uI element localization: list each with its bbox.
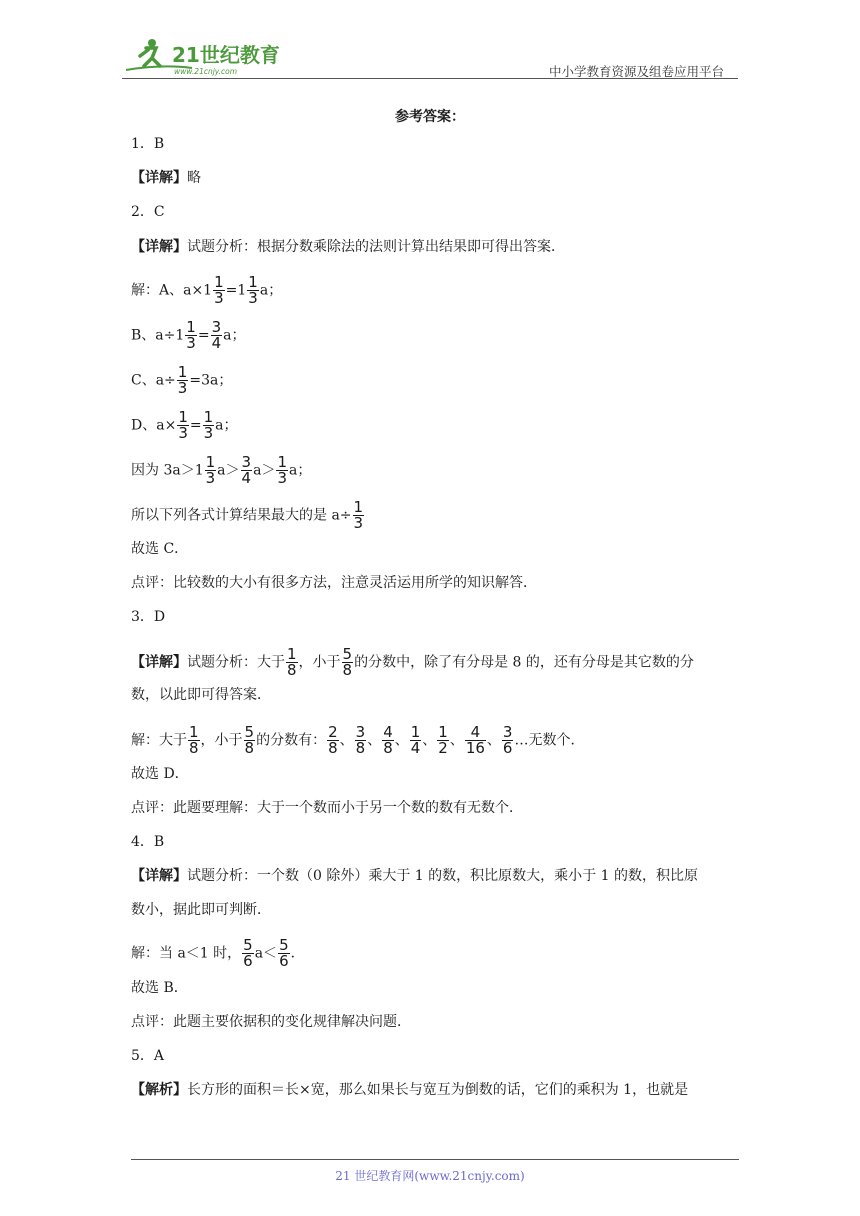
text: a＞ (253, 462, 276, 479)
page-title: 参考答案： (395, 109, 465, 125)
fraction (276, 455, 288, 486)
fraction (242, 938, 254, 969)
numerator: 1 (186, 318, 196, 336)
denominator: 4 (211, 334, 222, 352)
numerator: 1 (189, 723, 199, 741)
numerator: 5 (244, 723, 255, 741)
q3-detail (131, 647, 741, 678)
text: 试题分析：大于 (187, 654, 285, 671)
detail-tag: 【解析】 (131, 1082, 187, 1098)
numerator: 3 (355, 723, 366, 741)
text: a； (223, 327, 246, 344)
q2-solution-d (131, 410, 741, 441)
fraction (342, 647, 354, 678)
q3-answer: 3．D (131, 609, 166, 625)
text: C、a÷ (131, 372, 176, 389)
denominator: 6 (243, 952, 253, 970)
text: 、 (394, 732, 409, 749)
numerator: 2 (328, 723, 338, 741)
fraction (205, 455, 217, 486)
detail-text: 长方形的面积＝长×宽，那么如果长与宽互为倒数的话，它们的乘积为 1，也就是 (187, 1082, 689, 1098)
text: 解：大于 (131, 732, 187, 749)
fraction (437, 725, 449, 756)
q2-because (131, 455, 741, 486)
denominator: 3 (214, 289, 224, 307)
q2-solution-a (131, 275, 741, 306)
fraction (203, 410, 215, 441)
denominator: 3 (177, 379, 188, 397)
numerator: 1 (287, 645, 297, 663)
q3-choose: 故选 D． (131, 766, 189, 782)
denominator: 8 (244, 739, 255, 757)
denominator: 3 (186, 334, 196, 352)
text: ，小于 (298, 654, 341, 671)
footer-divider (131, 1159, 739, 1160)
numerator: 3 (502, 723, 513, 741)
q4-detail (131, 866, 741, 886)
text: a； (259, 282, 283, 299)
detail-tag: 【详解】 (131, 654, 187, 671)
fraction (502, 725, 514, 756)
q4-answer: 4．B (131, 834, 165, 850)
denominator: 8 (355, 739, 366, 757)
fraction (286, 647, 298, 678)
q4-detail-cont: 数小，据此即可判断． (131, 902, 271, 918)
denominator: 3 (178, 424, 188, 442)
fraction (247, 275, 259, 306)
q2-solution-b (131, 320, 741, 351)
detail-text: 试题分析：根据分数乘除法的法则计算出结果即可得出答案． (187, 239, 565, 255)
text: 、 (367, 732, 382, 749)
fraction (177, 410, 189, 441)
fraction (177, 365, 189, 396)
q5-detail (131, 1080, 741, 1100)
text: =3a； (189, 372, 233, 389)
denominator: 3 (353, 514, 364, 532)
text: ． (290, 945, 305, 962)
header-platform-text: 中小学教育资源及组卷应用平台 (548, 64, 724, 79)
numerator: 1 (277, 453, 287, 471)
text: 因为 3a＞1 (131, 462, 204, 479)
logo-21cnjy (122, 34, 292, 78)
numerator: 1 (353, 498, 364, 516)
denominator: 16 (465, 739, 485, 757)
numerator: 1 (248, 273, 258, 291)
text: D、a× (131, 417, 177, 434)
numerator: 1 (214, 273, 224, 291)
q3-detail-cont: 数，以此即可得答案． (131, 687, 271, 703)
text: 的分数中，除了有分母是 8 的，还有分母是其它数的分 (354, 654, 694, 671)
q2-conclusion (131, 500, 741, 531)
q2-comment: 点评：比较数的大小有很多方法，注意灵活运用所学的知识解答． (131, 575, 537, 591)
logo-text: 21世纪教育 (172, 43, 280, 67)
fraction (188, 725, 200, 756)
fraction (327, 725, 339, 756)
fraction (353, 500, 365, 531)
detail-text: 略 (187, 170, 201, 186)
text: ，小于 (200, 732, 243, 749)
numerator: 5 (279, 936, 289, 954)
q5-answer: 5．A (131, 1048, 165, 1064)
denominator: 3 (248, 289, 258, 307)
denominator: 8 (342, 661, 353, 679)
detail-text: 试题分析：一个数（0 除外）乘大于 1 的数，积比原数大，乘小于 1 的数，积比原 (187, 868, 698, 884)
numerator: 4 (470, 723, 481, 741)
detail-tag: 【详解】 (131, 868, 187, 884)
q2-detail (131, 237, 741, 257)
numerator: 3 (241, 453, 252, 471)
denominator: 6 (502, 739, 513, 757)
q4-choose: 故选 B． (131, 980, 188, 996)
denominator: 3 (203, 424, 214, 442)
detail-tag: 【详解】 (131, 170, 187, 186)
text: 、 (422, 732, 437, 749)
numerator: 1 (410, 723, 421, 741)
numerator: 1 (438, 723, 448, 741)
numerator: 3 (211, 318, 222, 336)
q2-answer: 2．C (131, 204, 165, 220)
denominator: 2 (438, 739, 448, 757)
text: a＞ (217, 462, 240, 479)
fraction (211, 320, 223, 351)
text: B、a÷1 (131, 327, 185, 344)
denominator: 4 (241, 469, 252, 487)
numerator: 1 (203, 408, 214, 426)
q3-comment: 点评：此题要理解：大于一个数而小于另一个数的数有无数个． (131, 800, 523, 816)
fraction (185, 320, 197, 351)
fraction (213, 275, 225, 306)
q2-solution-c (131, 365, 741, 396)
q2-choose: 故选 C． (131, 541, 189, 557)
text: 、 (449, 732, 464, 749)
q4-comment: 点评：此题主要依据积的变化规律解决问题． (131, 1014, 411, 1030)
text: 解：A、a×1 (131, 282, 213, 299)
text: a； (215, 417, 238, 434)
footer-text: 21 世纪教育网(www.21cnjy.com) (335, 1169, 525, 1183)
q1-answer: 1．B (131, 136, 165, 152)
text: =1 (225, 282, 247, 299)
numerator: 1 (177, 363, 188, 381)
text: 解：当 a＜1 时， (131, 945, 242, 962)
numerator: 5 (243, 936, 253, 954)
logo-url: www.21cnjy.com (174, 67, 238, 76)
header-divider (122, 78, 738, 79)
text: a＜ (254, 945, 278, 962)
text: 、 (486, 732, 501, 749)
denominator: 8 (328, 739, 338, 757)
text: = (189, 417, 202, 434)
numerator: 1 (178, 408, 188, 426)
denominator: 8 (189, 739, 199, 757)
text: …无数个． (514, 732, 585, 749)
q4-solution (131, 938, 741, 969)
denominator: 3 (277, 469, 287, 487)
q3-solution (131, 725, 741, 756)
fraction (355, 725, 367, 756)
numerator: 1 (205, 453, 216, 471)
q1-detail (131, 168, 741, 188)
denominator: 8 (383, 739, 393, 757)
fraction (278, 938, 290, 969)
fraction (410, 725, 422, 756)
denominator: 3 (205, 469, 216, 487)
page-header (122, 34, 738, 80)
fraction (465, 725, 486, 756)
fraction (241, 455, 253, 486)
text: 所以下列各式计算结果最大的是 a÷ (131, 507, 352, 524)
numerator: 5 (342, 645, 353, 663)
denominator: 8 (287, 661, 297, 679)
denominator: 4 (410, 739, 421, 757)
text: a； (288, 462, 312, 479)
text: 的分数有： (256, 732, 327, 749)
denominator: 6 (279, 952, 289, 970)
text: = (197, 327, 210, 344)
fraction (244, 725, 256, 756)
numerator: 4 (383, 723, 393, 741)
fraction (382, 725, 394, 756)
detail-tag: 【详解】 (131, 239, 187, 255)
text: 、 (339, 732, 354, 749)
